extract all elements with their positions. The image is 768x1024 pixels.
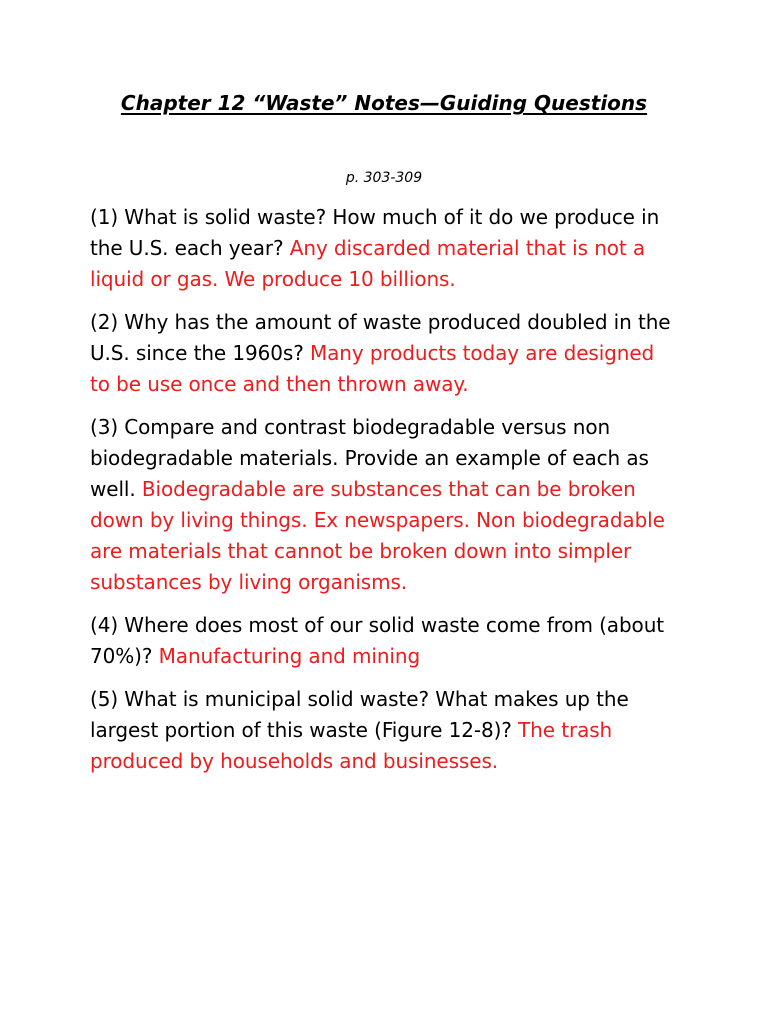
question-item-5 bbox=[90, 684, 680, 777]
question-text: (2) Why has the amount of waste produced doubled in the U.S. since the 1960s? bbox=[90, 310, 671, 365]
answer-text: Many products today are designed to be use once and then thrown away. bbox=[90, 341, 655, 396]
question-list bbox=[90, 202, 680, 789]
question-item-4 bbox=[90, 610, 680, 672]
answer-text: The trash produced by households and businesses. bbox=[90, 718, 613, 773]
answer-text: Manufacturing and mining bbox=[158, 644, 421, 668]
answer-text: Biodegradable are substances that can be broken down by living things. Ex newspapers. Non biodegradable are materials that cannot be broken down into simpler substances by living organisms. bbox=[90, 477, 665, 594]
answer-text: Any discarded material that is not a liquid or gas. We produce 10 billions. bbox=[90, 236, 646, 291]
question-item-1 bbox=[90, 202, 680, 295]
page-range: p. 303-309 bbox=[345, 170, 423, 186]
question-text: (3) Compare and contrast biodegradable versus non biodegradable materials. Provide an example of each as well. bbox=[90, 415, 649, 501]
question-item-2 bbox=[90, 307, 680, 400]
question-text: (5) What is municipal solid waste? What makes up the largest portion of this waste (Figure 12-8)? bbox=[90, 687, 629, 742]
page-title: Chapter 12 “Waste” Notes—Guiding Questions bbox=[120, 91, 648, 115]
question-text: (1) What is solid waste? How much of it do we produce in the U.S. each year? bbox=[90, 205, 660, 260]
question-text: (4) Where does most of our solid waste come from (about 70%)? bbox=[90, 613, 665, 668]
question-item-3 bbox=[90, 412, 680, 598]
